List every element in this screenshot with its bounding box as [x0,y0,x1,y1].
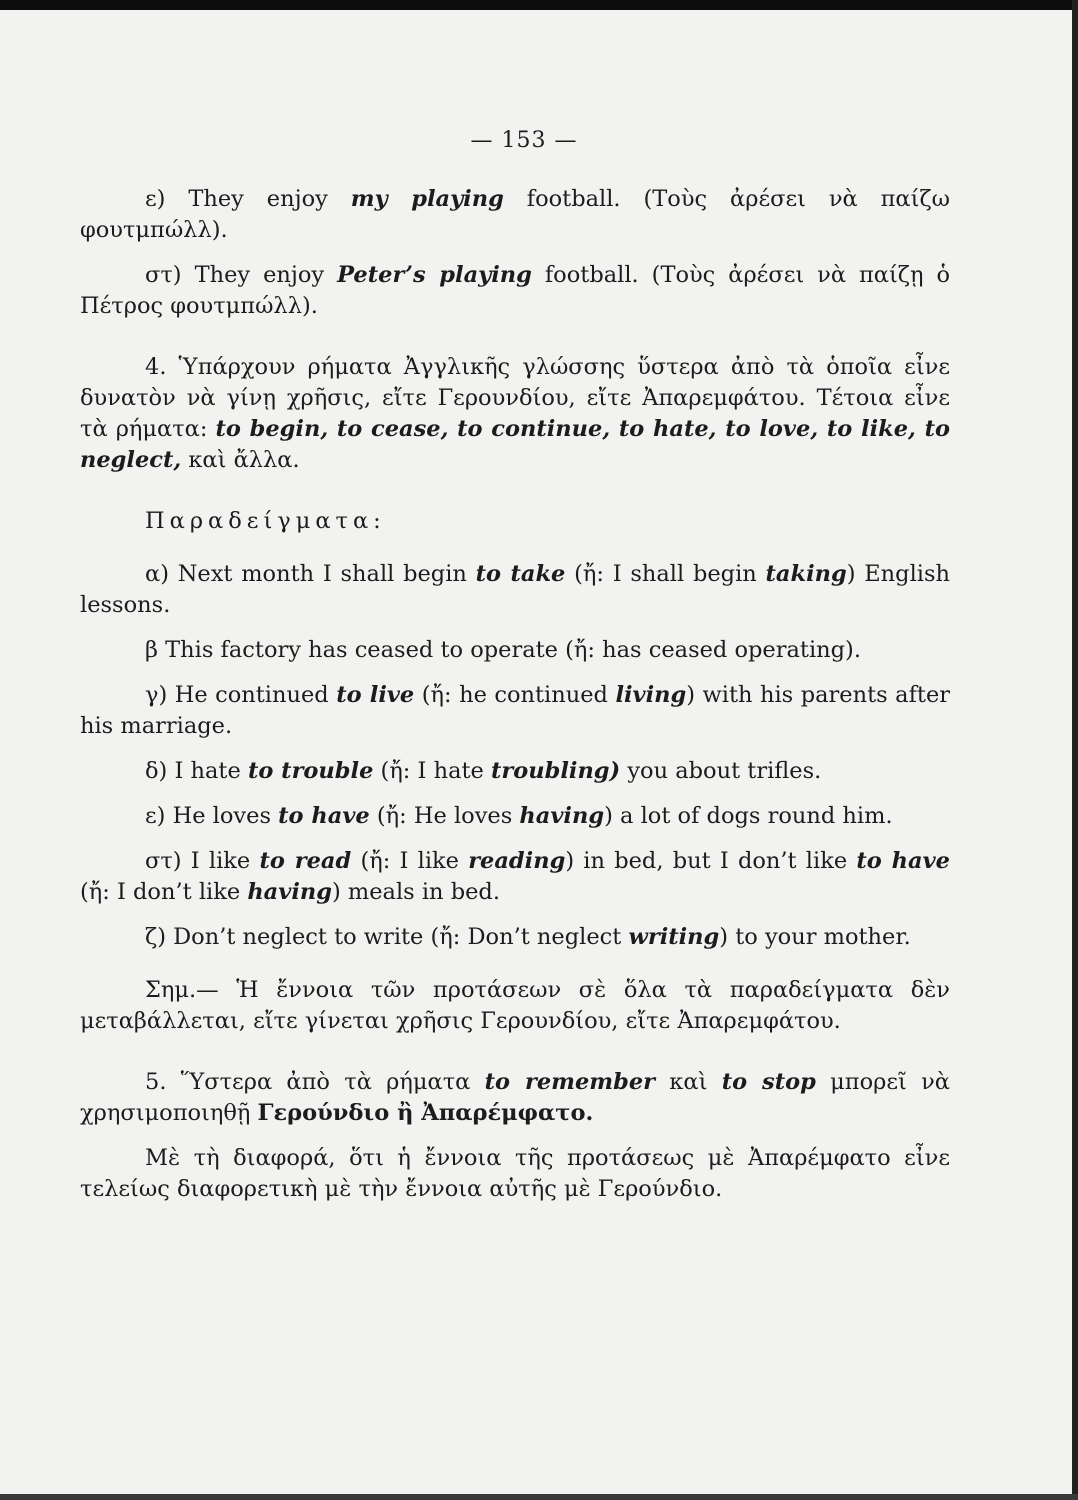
example-item [80,801,950,832]
text-run: (ἤ: I like [351,848,469,874]
text-run: (ἤ: I shall begin [565,561,766,587]
emphasis-text: reading [468,848,566,874]
text-run: στ) I like [145,848,260,874]
emphasis-text: to remember [484,1069,656,1095]
emphasis-text: troubling) [491,758,621,784]
emphasis-text: to read [259,848,352,874]
emphasis-text: my playing [350,186,504,212]
emphasis-text: living [615,682,687,708]
emphasis-text: to live [336,682,415,708]
emphasis-text: Γερούνδιο ἢ Ἀπαρέμφατο. [257,1100,594,1126]
emphasis-text: to begin, to cease, to continue, to hate, to love, to like, to neglect, [80,416,950,473]
emphasis-text: to take [475,561,566,587]
text-run: (ἤ: I don’t like [80,879,248,905]
text-run: στ) They enjoy [145,262,338,288]
paragraph [80,1067,950,1129]
emphasis-text: to trouble [247,758,374,784]
text-run: ) English lessons. [80,561,950,618]
text-run: (ἤ: he continued [414,682,616,708]
scan-bottom-edge [0,1494,1078,1500]
paragraph [80,1143,950,1205]
text-run: (ἤ: He loves [369,803,520,829]
emphasis-text: taking [765,561,847,587]
page-body [80,184,950,1205]
text-run: δ) I hate [145,758,248,784]
text-run: Μὲ τὴ διαφορά, ὅτι ἡ ἔννοια τῆς προτάσεως μὲ Ἀπαρέμφατο εἶνε τελείως διαφορετικὴ μὲ τὴν ἔννοια αὐτῆς μὲ Γερούνδιο. [80,1145,950,1202]
emphasis-text: Peter’s playing [337,262,532,288]
example-item [80,635,950,666]
example-item [80,559,950,621]
example-item [80,922,950,953]
note-paragraph [80,975,950,1037]
emphasis-text: having [247,879,332,905]
example-item [80,680,950,742]
paragraph [80,260,950,322]
text-run: football. (Τοὺς ἀρέσει νὰ παίζῃ ὁ Πέτρος φουτμπώλλ). [80,262,951,319]
emphasis-text: to have [856,848,950,874]
text-run: ζ) Don’t neglect to write (ἤ: Don’t neglect [145,924,629,950]
scan-right-edge [1072,0,1078,1500]
text-run: you about trifles. [620,758,822,784]
text-run: ) in bed, but I don’t like [565,848,857,874]
emphasis-text: having [519,803,605,829]
paragraph [80,352,950,476]
text-run: α) Next month I shall begin [145,561,476,587]
text-run: καὶ [655,1069,722,1095]
paragraph [80,184,950,246]
text-run: (ἤ: I hate [373,758,491,784]
text-run: β This factory has ceased to operate (ἤ: has ceased operating). [145,637,861,663]
example-item [80,846,950,908]
text-run: 5. Ὕστερα ἀπὸ τὰ ρήματα [145,1069,485,1095]
text-run: γ) He continued [145,682,337,708]
text-run: ) with his parents after his marriage. [80,682,951,739]
page-number: — 153 — [470,128,578,153]
text-run: Σημ.— Ἡ ἔννοια τῶν προτάσεων σὲ ὅλα τὰ παραδείγματα δὲν μεταβάλλεται, εἴτε γίνεται χρῆσις Γερουνδίου, εἴτε Ἀπαρεμφάτου. [80,977,950,1034]
example-item [80,756,950,787]
text-run: 4. Ὑπάρχουν ρήματα Ἀγγλικῆς γλώσσης ὕστερα ἀπὸ τὰ ὁποῖα εἶνε δυνατὸν νὰ γίνῃ χρῆσις, εἴτε Γερουνδίου, εἴτε Ἀπαρεμφάτου. Τέτοια εἶνε τὰ ρήματα: [80,354,950,442]
section-heading [80,506,950,537]
text-run: ) meals in bed. [331,879,500,905]
text-run: μπορεῖ νὰ χρησιμοποιηθῇ [80,1069,950,1126]
text-run: ε) He loves [145,803,279,829]
scan-top-edge [0,0,1078,10]
text-run: ) a lot of dogs round him. [604,803,893,829]
text-run: καὶ ἄλλα. [181,447,300,473]
text-run: ε) They enjoy [145,186,351,212]
text-run: ) to your mother. [719,924,911,950]
emphasis-text: to have [278,803,370,829]
emphasis-text: writing [628,924,720,950]
emphasis-text: to stop [721,1069,816,1095]
text-run: football. (Τοὺς ἀρέσει νὰ παίζω φουτμπώλλ). [80,186,950,243]
emphasis-text: Παραδείγματα: [145,508,386,534]
